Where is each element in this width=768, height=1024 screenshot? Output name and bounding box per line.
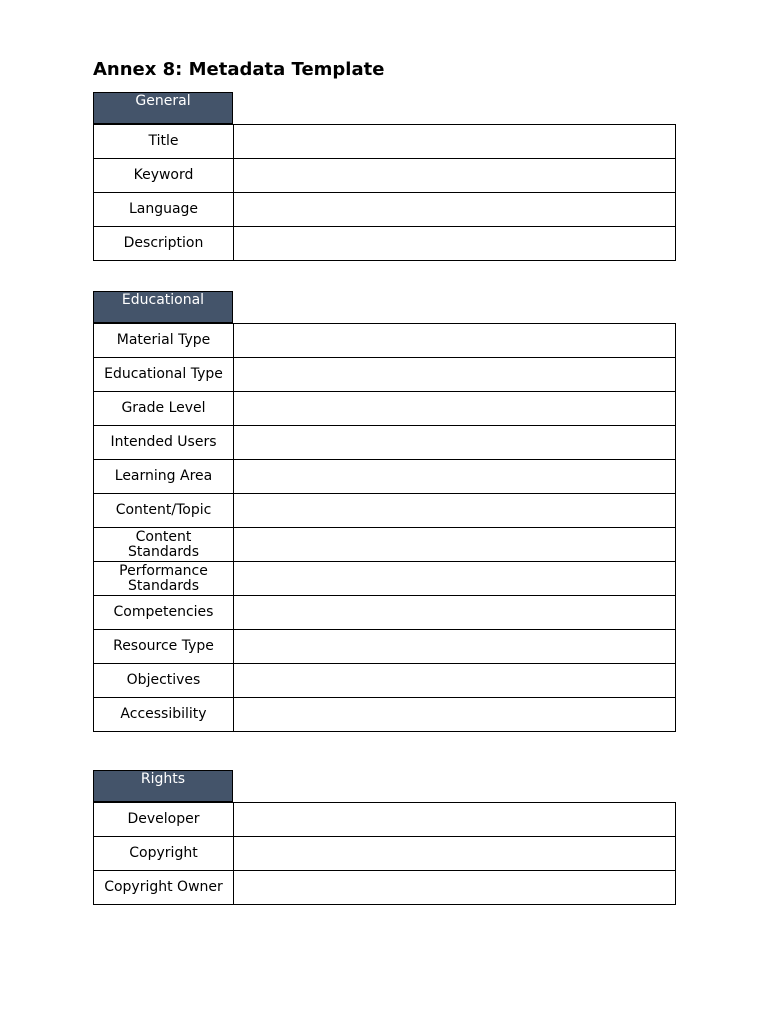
row-label: Objectives bbox=[94, 664, 234, 698]
table-row bbox=[94, 596, 676, 630]
row-label: Copyright bbox=[94, 837, 234, 871]
row-value-field[interactable] bbox=[234, 596, 676, 630]
row-label: Copyright Owner bbox=[94, 871, 234, 905]
row-value-field[interactable] bbox=[234, 871, 676, 905]
section-header-rights: Rights bbox=[93, 770, 233, 802]
row-label: Competencies bbox=[94, 596, 234, 630]
section-rights bbox=[93, 770, 675, 905]
row-label: Content Standards bbox=[94, 528, 234, 562]
table-row bbox=[94, 460, 676, 494]
table-row bbox=[94, 803, 676, 837]
row-label: Content/Topic bbox=[94, 494, 234, 528]
table-row bbox=[94, 426, 676, 460]
section-header-general: General bbox=[93, 92, 233, 124]
table-row bbox=[94, 125, 676, 159]
table-row bbox=[94, 324, 676, 358]
table-row bbox=[94, 159, 676, 193]
row-label: Performance Standards bbox=[94, 562, 234, 596]
row-value-field[interactable] bbox=[234, 125, 676, 159]
row-value-field[interactable] bbox=[234, 803, 676, 837]
row-value-field[interactable] bbox=[234, 460, 676, 494]
row-label: Developer bbox=[94, 803, 234, 837]
row-value-field[interactable] bbox=[234, 664, 676, 698]
row-label: Material Type bbox=[94, 324, 234, 358]
general-table bbox=[93, 124, 676, 261]
row-value-field[interactable] bbox=[234, 324, 676, 358]
table-row bbox=[94, 871, 676, 905]
rights-table bbox=[93, 802, 676, 905]
table-row bbox=[94, 193, 676, 227]
section-header-educational: Educational bbox=[93, 291, 233, 323]
table-row bbox=[94, 698, 676, 732]
row-value-field[interactable] bbox=[234, 358, 676, 392]
row-value-field[interactable] bbox=[234, 698, 676, 732]
row-label: Resource Type bbox=[94, 630, 234, 664]
row-value-field[interactable] bbox=[234, 837, 676, 871]
section-general bbox=[93, 92, 675, 261]
row-value-field[interactable] bbox=[234, 528, 676, 562]
table-row bbox=[94, 664, 676, 698]
table-row bbox=[94, 562, 676, 596]
row-label: Learning Area bbox=[94, 460, 234, 494]
table-row bbox=[94, 528, 676, 562]
table-row bbox=[94, 837, 676, 871]
row-value-field[interactable] bbox=[234, 392, 676, 426]
table-row bbox=[94, 494, 676, 528]
row-value-field[interactable] bbox=[234, 630, 676, 664]
row-label: Educational Type bbox=[94, 358, 234, 392]
row-value-field[interactable] bbox=[234, 426, 676, 460]
table-row bbox=[94, 358, 676, 392]
row-label: Accessibility bbox=[94, 698, 234, 732]
row-value-field[interactable] bbox=[234, 193, 676, 227]
row-value-field[interactable] bbox=[234, 494, 676, 528]
row-label: Title bbox=[94, 125, 234, 159]
table-row bbox=[94, 392, 676, 426]
table-row bbox=[94, 630, 676, 664]
row-label: Keyword bbox=[94, 159, 234, 193]
row-label: Grade Level bbox=[94, 392, 234, 426]
row-label: Description bbox=[94, 227, 234, 261]
page-title: Annex 8: Metadata Template bbox=[93, 59, 385, 80]
row-value-field[interactable] bbox=[234, 227, 676, 261]
row-label: Language bbox=[94, 193, 234, 227]
row-value-field[interactable] bbox=[234, 159, 676, 193]
section-educational bbox=[93, 291, 675, 732]
table-row bbox=[94, 227, 676, 261]
educational-table bbox=[93, 323, 676, 732]
row-label: Intended Users bbox=[94, 426, 234, 460]
row-value-field[interactable] bbox=[234, 562, 676, 596]
